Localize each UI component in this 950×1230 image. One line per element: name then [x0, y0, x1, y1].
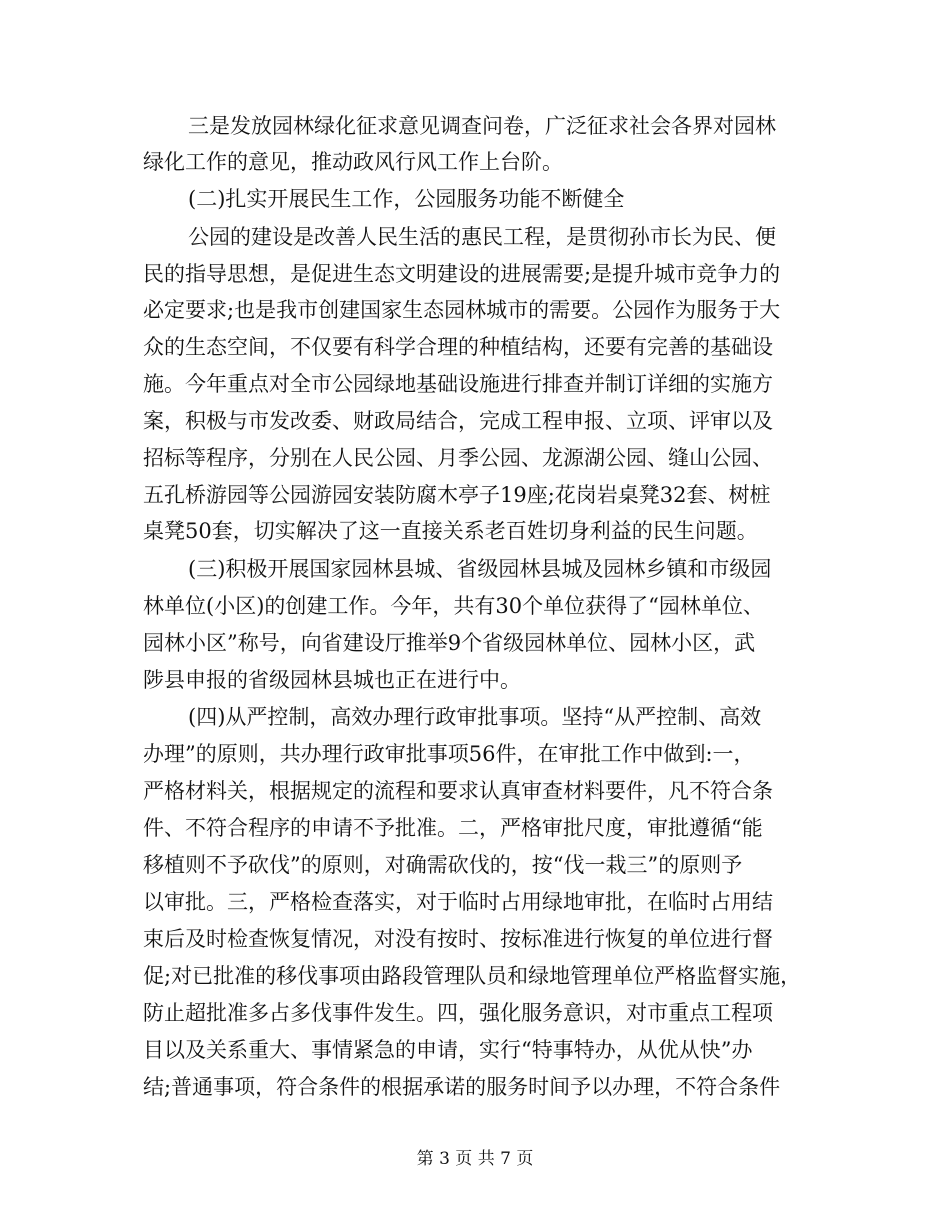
text-line: 目以及关系重大、事情紧急的申请，实行“特事特办，从优从快”办 — [143, 1038, 753, 1062]
text-line: 五孔桥游园等公园游园安装防腐木亭子19座;花岗岩桌凳32套、树桩 — [143, 483, 771, 507]
text-line: 桌凳50套，切实解决了这一直接关系老百姓切身利益的民生问题。 — [143, 519, 758, 543]
text-line: 结;普通事项，符合条件的根据承诺的服务时间予以办理，不符合条件 — [143, 1075, 781, 1099]
text-line: 办理”的原则，共办理行政审批事项56件，在审批工作中做到:一， — [143, 742, 755, 766]
text-line: 公园的建设是改善人民生活的惠民工程，是贯彻孙市长为民、便 — [188, 225, 776, 249]
text-line: 陟县申报的省级园林县城也正在进行中。 — [143, 668, 521, 692]
text-line: (三)积极开展国家园林县城、省级园林县城及园林乡镇和市级园 — [188, 557, 772, 581]
text-line: 绿化工作的意见，推动政风行风工作上台阶。 — [143, 150, 563, 174]
text-line: 束后及时检查恢复情况，对没有按时、按标准进行恢复的单位进行督 — [143, 927, 773, 951]
text-line: (四)从严控制，高效办理行政审批事项。坚持“从严控制、高效 — [188, 705, 762, 729]
text-line: 案，积极与市发改委、财政局结合，完成工程申报、立项、评审以及 — [143, 409, 773, 433]
text-line: (二)扎实开展民生工作，公园服务功能不断健全 — [188, 187, 625, 211]
text-line: 施。今年重点对全市公园绿地基础设施进行排查并制订详细的实施方 — [143, 372, 773, 396]
text-line: 必定要求;也是我市创建国家生态园林城市的需要。公园作为服务于大 — [143, 298, 781, 322]
text-line: 以审批。三，严格检查落实，对于临时占用绿地审批，在临时占用结 — [143, 890, 773, 914]
text-line: 三是发放园林绿化征求意见调查问卷，广泛征求社会各界对园林 — [188, 114, 776, 138]
page-footer: 第 3 页 共 7 页 — [416, 1149, 534, 1169]
text-line: 促;对已批准的移伐事项由路段管理队员和绿地管理单位严格监督实施， — [143, 964, 802, 988]
text-line: 防止超批准多占多伐事件发生。四，强化服务意识，对市重点工程项 — [143, 1001, 773, 1025]
text-line: 园林小区”称号，向省建设厅推举9个省级园林单位、园林小区，武 — [143, 631, 756, 655]
text-line: 民的指导思想，是促进生态文明建设的进展需要;是提升城市竞争力的 — [143, 262, 781, 286]
text-line: 众的生态空间，不仅要有科学合理的种植结构，还要有完善的基础设 — [143, 335, 773, 359]
text-line: 招标等程序，分别在人民公园、月季公园、龙源湖公园、缝山公园、 — [143, 446, 773, 470]
text-line: 林单位(小区)的创建工作。今年，共有30个单位获得了“园林单位、 — [143, 594, 764, 618]
text-line: 移植则不予砍伐”的原则，对确需砍伐的，按“伐一栽三”的原则予 — [143, 853, 743, 877]
text-line: 严格材料关，根据规定的流程和要求认真审查材料要件，凡不符合条 — [143, 779, 773, 803]
text-line: 件、不符合程序的申请不予批准。二，严格审批尺度，审批遵循“能 — [143, 816, 763, 840]
